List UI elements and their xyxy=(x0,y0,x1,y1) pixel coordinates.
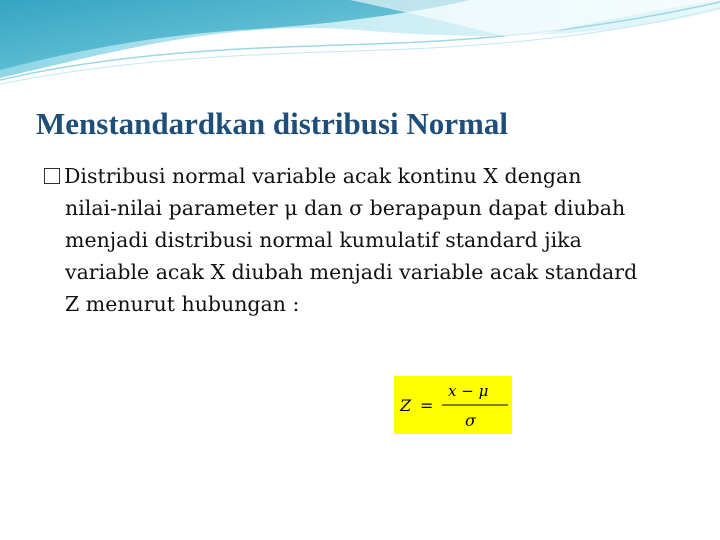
bullet-line: Z menurut hubungan : xyxy=(65,292,300,316)
bullet-paragraph xyxy=(44,160,704,320)
header-banner xyxy=(0,0,720,95)
formula-lhs: Z xyxy=(400,396,412,415)
bullet-line: nilai-nilai parameter μ dan σ berapapun dapat diubah xyxy=(65,196,626,220)
formula-numerator: x − μ xyxy=(448,382,489,400)
formula-equals: = xyxy=(420,396,434,415)
bullet-box-icon xyxy=(44,168,60,184)
bullet-line: variable acak X diubah menjadi variable acak standard xyxy=(65,260,638,284)
bullet-text xyxy=(44,160,704,320)
bullet-line: Distribusi normal variable acak kontinu X dengan xyxy=(64,164,582,188)
formula-denominator: σ xyxy=(465,411,476,430)
bullet-line: menjadi distribusi normal kumulatif standard jika xyxy=(65,228,582,252)
slide-title: Menstandardkan distribusi Normal xyxy=(36,106,508,141)
z-score-formula xyxy=(394,376,512,434)
